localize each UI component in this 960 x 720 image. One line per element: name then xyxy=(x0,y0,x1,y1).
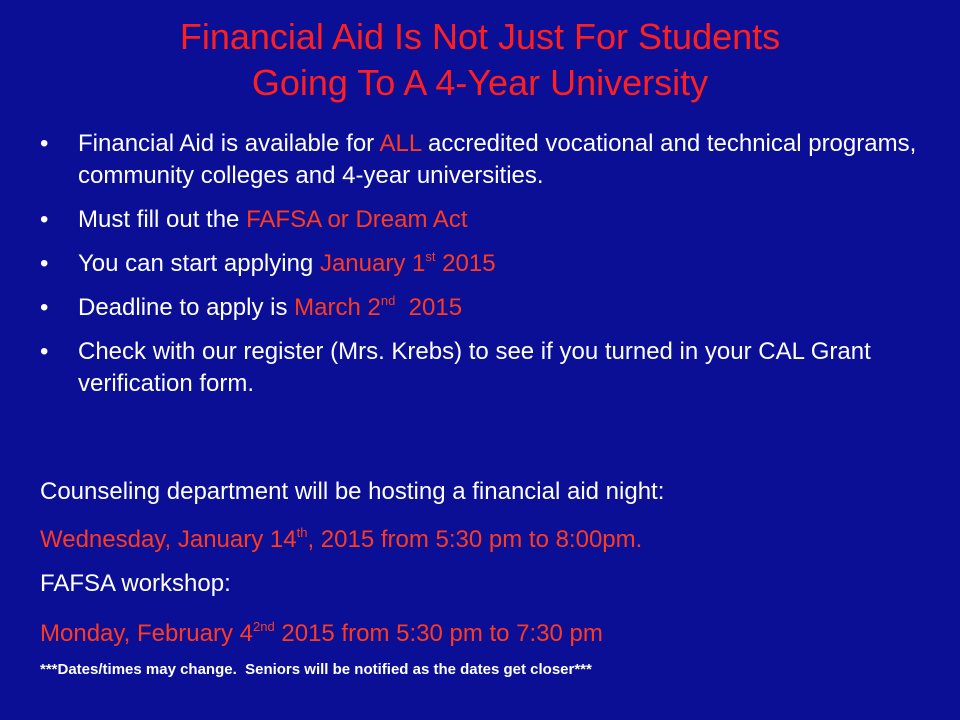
date-main: Monday, February 4 xyxy=(40,620,253,647)
bullet-dot-icon: • xyxy=(40,206,49,233)
deadline-date xyxy=(294,294,462,321)
date-suffix: th xyxy=(296,525,308,540)
bullet-item-availability xyxy=(40,128,920,192)
date-main: Wednesday, January 14 xyxy=(40,526,297,553)
date-main: March 2 xyxy=(294,294,381,321)
disclaimer-note: ***Dates/times may change. Seniors will be notified as the dates get closer*** xyxy=(40,661,592,678)
date-rest: , 2015 from 5:30 pm to 8:00pm. xyxy=(307,526,643,553)
bullet-text: You can start applying xyxy=(78,250,320,277)
bullet-list xyxy=(40,128,920,412)
workshop-label: FAFSA workshop: xyxy=(40,570,231,597)
counseling-text: Counseling department will be hosting a financial aid night: xyxy=(40,478,665,505)
slide-title xyxy=(0,14,960,106)
date-suffix: nd xyxy=(380,293,396,308)
bullet-text: Check with our register (Mrs. Krebs) to see if you turned in your CAL Grant verification form. xyxy=(78,338,871,397)
bullet-highlight: ALL xyxy=(379,130,422,157)
counseling-date xyxy=(40,524,940,556)
bullet-item-cal-grant xyxy=(40,336,920,400)
start-date xyxy=(320,250,496,277)
date-year: 2015 xyxy=(435,250,496,277)
slide-title-line-2: Going To A 4-Year University xyxy=(251,62,709,103)
bullet-dot-icon: • xyxy=(40,338,49,365)
date-rest: 2015 from 5:30 pm to 7:30 pm xyxy=(274,620,603,647)
date-main: January 1 xyxy=(319,250,426,277)
bullet-highlight: FAFSA or Dream Act xyxy=(246,206,468,233)
bullet-item-deadline xyxy=(40,292,920,324)
date-suffix: 2nd xyxy=(253,619,275,634)
bullet-dot-icon: • xyxy=(40,294,49,321)
bullet-item-start-date xyxy=(40,248,920,280)
date-suffix: st xyxy=(425,249,436,264)
workshop-date xyxy=(40,618,940,650)
bullet-text: accredited vocational and technical programs, community colleges and 4-year universities. xyxy=(78,130,917,189)
bullet-item-fafsa xyxy=(40,204,920,236)
slide-title-line-1: Financial Aid Is Not Just For Students xyxy=(179,16,781,57)
bullet-text: Must fill out the xyxy=(78,206,247,233)
bullet-dot-icon: • xyxy=(40,130,49,157)
bullet-text: Deadline to apply is xyxy=(78,294,295,321)
date-year: 2015 xyxy=(395,294,463,321)
bullet-dot-icon: • xyxy=(40,250,49,277)
bullet-text: Financial Aid is available for xyxy=(78,130,380,157)
